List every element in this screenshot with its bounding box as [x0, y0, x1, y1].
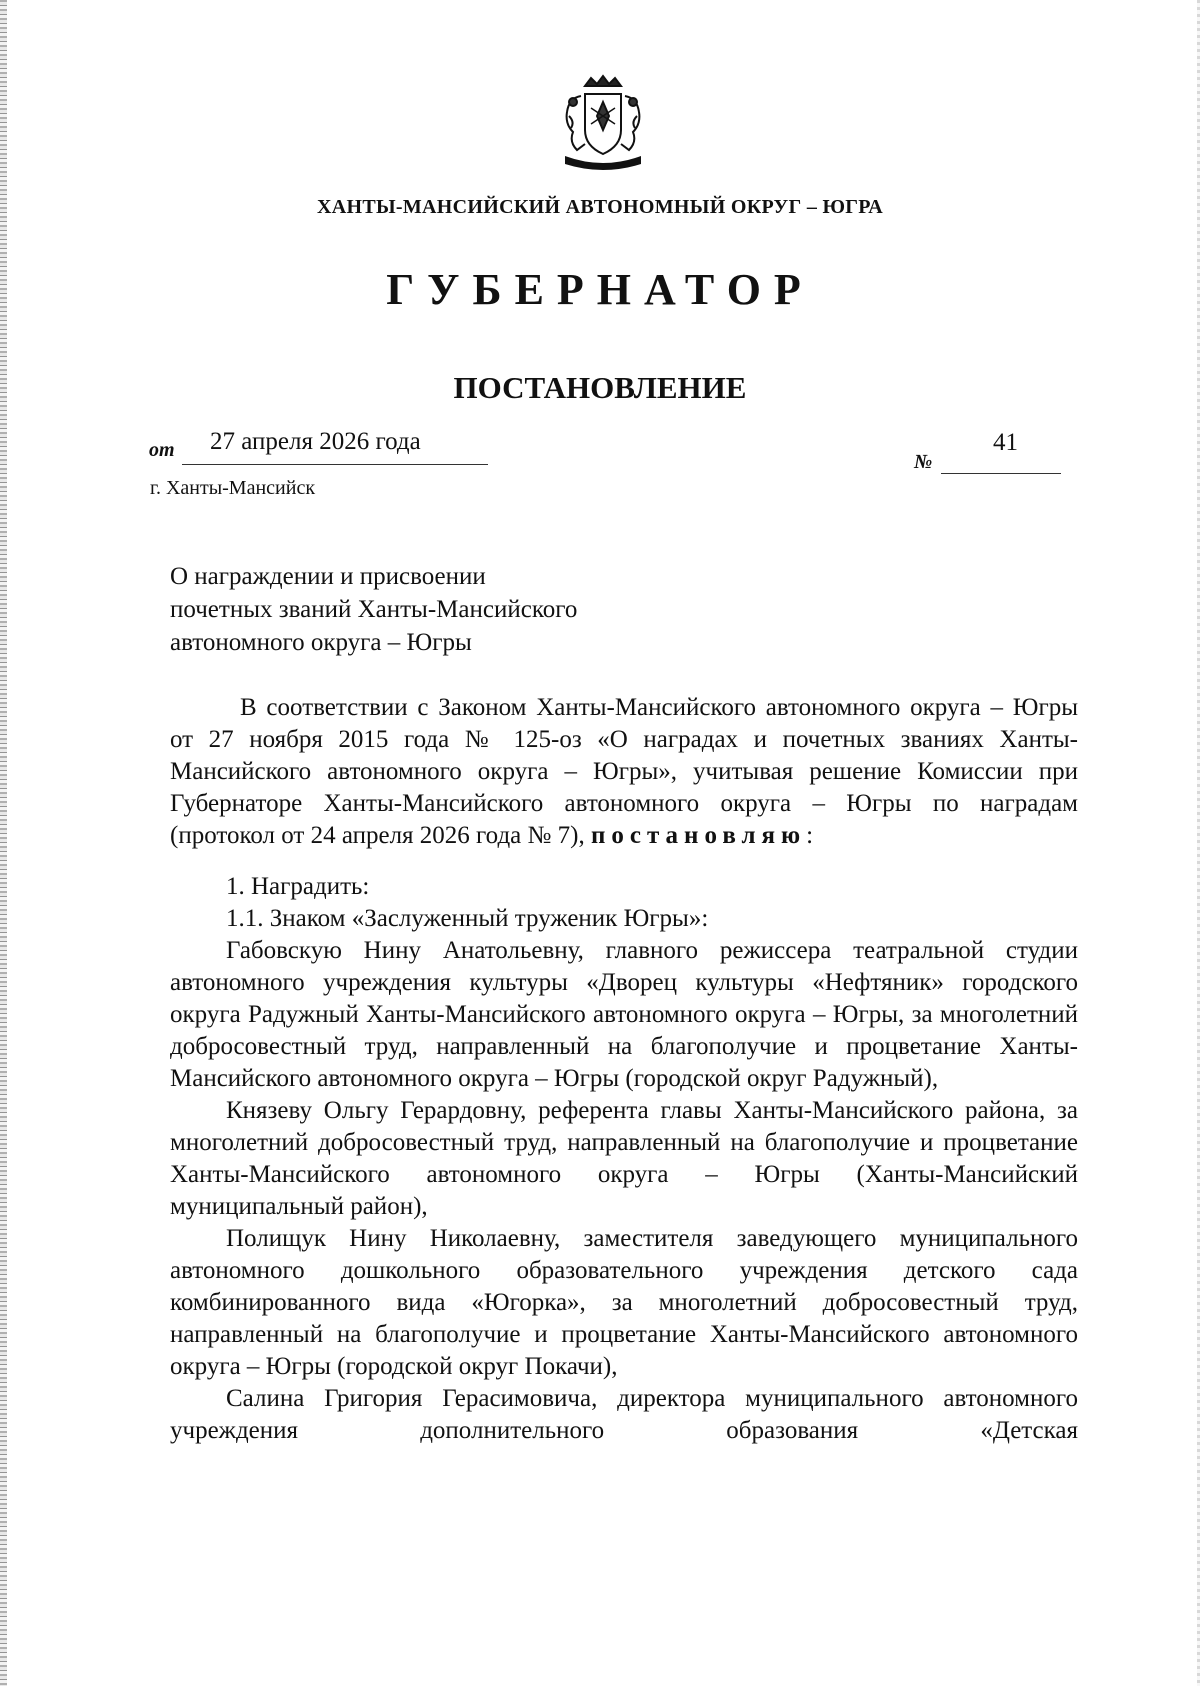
subject-line: О награждении и присвоении	[170, 563, 486, 590]
document-subject	[170, 560, 577, 659]
decree-word: постановляю	[590, 822, 807, 849]
document-date: 27 апреля 2026 года	[210, 428, 421, 455]
authority-title: ГУБЕРНАТОР	[386, 265, 814, 314]
number-prefix: №	[914, 451, 933, 473]
item-subheading: 1.1. Знаком «Заслуженный труженик Югры»:	[226, 905, 709, 932]
subject-line: почетных званий Ханты-Мансийского	[170, 596, 578, 623]
subject-line: автономного округа – Югры	[170, 629, 472, 656]
awardee-paragraph: Князеву Ольгу Герардовну, референта главы Ханты-Мансийского района, за многолетний добросовестный труд, направленный на благополучие и процветание Ханты-Мансийского автономного округа – Югры (Ханты-Мансийский муниципальный район),	[170, 1097, 1078, 1220]
awardee-paragraph: Полищук Нину Николаевну, заместителя заведующего муниципального автономного дошкольного образовательного учреждения детского сада комбинированного вида «Югорка», за многолетний добросовестный труд, направленный на благополучие и процветание Ханты-Мансийского автономного округа – Югры (городской округ Покачи),	[170, 1225, 1078, 1380]
scan-edge-left	[0, 0, 7, 1686]
decree-suffix: :	[806, 822, 814, 849]
preamble-paragraph	[170, 692, 1078, 852]
date-prefix: от	[149, 439, 175, 461]
coat-of-arms-icon	[555, 72, 651, 172]
document-city: г. Ханты-Мансийск	[150, 477, 316, 499]
awardee-paragraph: Габовскую Нину Анатольевну, главного режиссера театральной студии автономного учреждения культуры «Дворец культуры «Нефтяник» городского округа Радужный Ханты-Мансийского автономного округа – Югры, за многолетний добросовестный труд, направленный на благополучие и процветание Ханты-Мансийского автономного округа – Югры (городской округ Радужный),	[170, 937, 1078, 1092]
region-name: ХАНТЫ-МАНСИЙСКИЙ АВТОНОМНЫЙ ОКРУГ – ЮГРА	[317, 196, 883, 218]
item-heading: 1. Наградить:	[226, 873, 370, 900]
date-underline	[182, 464, 488, 465]
paragraph-gap	[170, 852, 1078, 871]
document-body	[170, 692, 1078, 1447]
preamble-text: В соответствии с Законом Ханты-Мансийского автономного округа – Югры от 27 ноября 2015 года № 125-оз «О наградах и почетных званиях Ханты-Мансийского автономного округа – Югры», учитывая решение Комиссии при Губернаторе Ханты-Мансийского автономного округа – Югры по наградам (протокол от 24 апреля 2026 года № 7),	[170, 694, 1078, 849]
number-underline	[941, 473, 1061, 474]
document-type: ПОСТАНОВЛЕНИЕ	[453, 370, 747, 405]
awardee-paragraph: Салина Григория Герасимовича, директора муниципального автономного учреждения дополнительного образования «Детская	[170, 1385, 1078, 1444]
document-number: 41	[993, 429, 1018, 456]
